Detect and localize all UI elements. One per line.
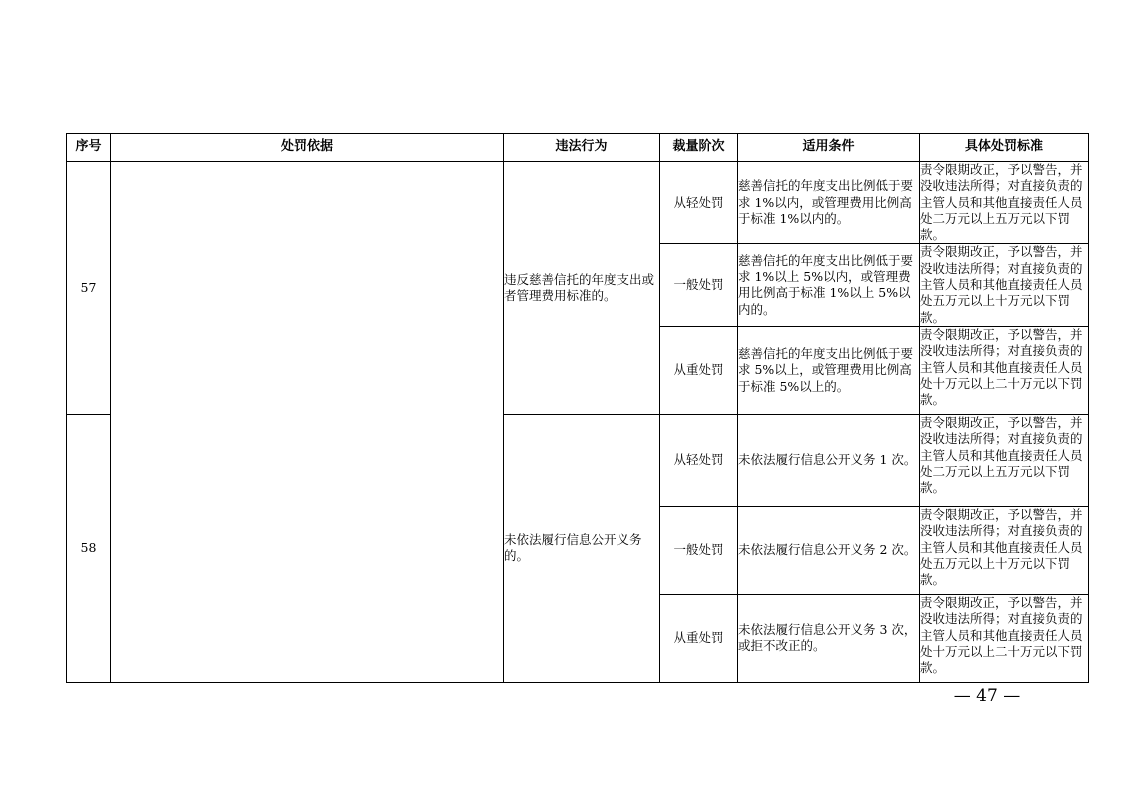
header-standard: 具体处罚标准 (920, 134, 1089, 162)
table-header-row (67, 134, 1089, 162)
penalty-level: 从轻处罚 (660, 162, 738, 244)
penalty-level: 一般处罚 (660, 244, 738, 326)
applicable-condition: 慈善信托的年度支出比例低于要求 1%以上 5%以内，或管理费用比例高于标准 1%以上 5%以内的。 (738, 244, 920, 326)
header-act: 违法行为 (504, 134, 660, 162)
penalty-level: 一般处罚 (660, 506, 738, 594)
applicable-condition: 未依法履行信息公开义务 3 次，或拒不改正的。 (738, 594, 920, 682)
table-row (67, 162, 1089, 244)
applicable-condition: 慈善信托的年度支出比例低于要求 5%以上，或管理费用比例高于标准 5%以上的。 (738, 326, 920, 414)
penalty-level: 从重处罚 (660, 594, 738, 682)
penalty-standard: 责令限期改正，予以警告，并没收违法所得；对直接负责的主管人员和其他直接责任人员处二万元以上五万元以下罚款。 (920, 414, 1089, 506)
penalty-level: 从轻处罚 (660, 414, 738, 506)
violation-act: 未依法履行信息公开义务的。 (504, 414, 660, 682)
penalty-standards-table (66, 133, 1089, 683)
penalty-standard: 责令限期改正，予以警告，并没收违法所得；对直接负责的主管人员和其他直接责任人员处十万元以上二十万元以下罚款。 (920, 594, 1089, 682)
applicable-condition: 慈善信托的年度支出比例低于要求 1%以内，或管理费用比例高于标准 1%以内的。 (738, 162, 920, 244)
penalty-standard: 责令限期改正，予以警告，并没收违法所得；对直接负责的主管人员和其他直接责任人员处五万元以上十万元以下罚款。 (920, 506, 1089, 594)
page-number: — 47 — (953, 686, 1021, 706)
violation-act: 违反慈善信托的年度支出或者管理费用标准的。 (504, 162, 660, 415)
header-basis: 处罚依据 (111, 134, 504, 162)
header-no: 序号 (67, 134, 111, 162)
entry-number: 58 (67, 414, 111, 682)
header-level: 裁量阶次 (660, 134, 738, 162)
penalty-level: 从重处罚 (660, 326, 738, 414)
penalty-standard: 责令限期改正，予以警告，并没收违法所得；对直接负责的主管人员和其他直接责任人员处五万元以上十万元以下罚款。 (920, 244, 1089, 326)
applicable-condition: 未依法履行信息公开义务 2 次。 (738, 506, 920, 594)
entry-number: 57 (67, 162, 111, 415)
header-condition: 适用条件 (738, 134, 920, 162)
penalty-basis-cell (111, 162, 504, 683)
penalty-standard: 责令限期改正，予以警告，并没收违法所得；对直接负责的主管人员和其他直接责任人员处二万元以上五万元以下罚款。 (920, 162, 1089, 244)
penalty-standard: 责令限期改正，予以警告，并没收违法所得；对直接负责的主管人员和其他直接责任人员处十万元以上二十万元以下罚款。 (920, 326, 1089, 414)
applicable-condition: 未依法履行信息公开义务 1 次。 (738, 414, 920, 506)
